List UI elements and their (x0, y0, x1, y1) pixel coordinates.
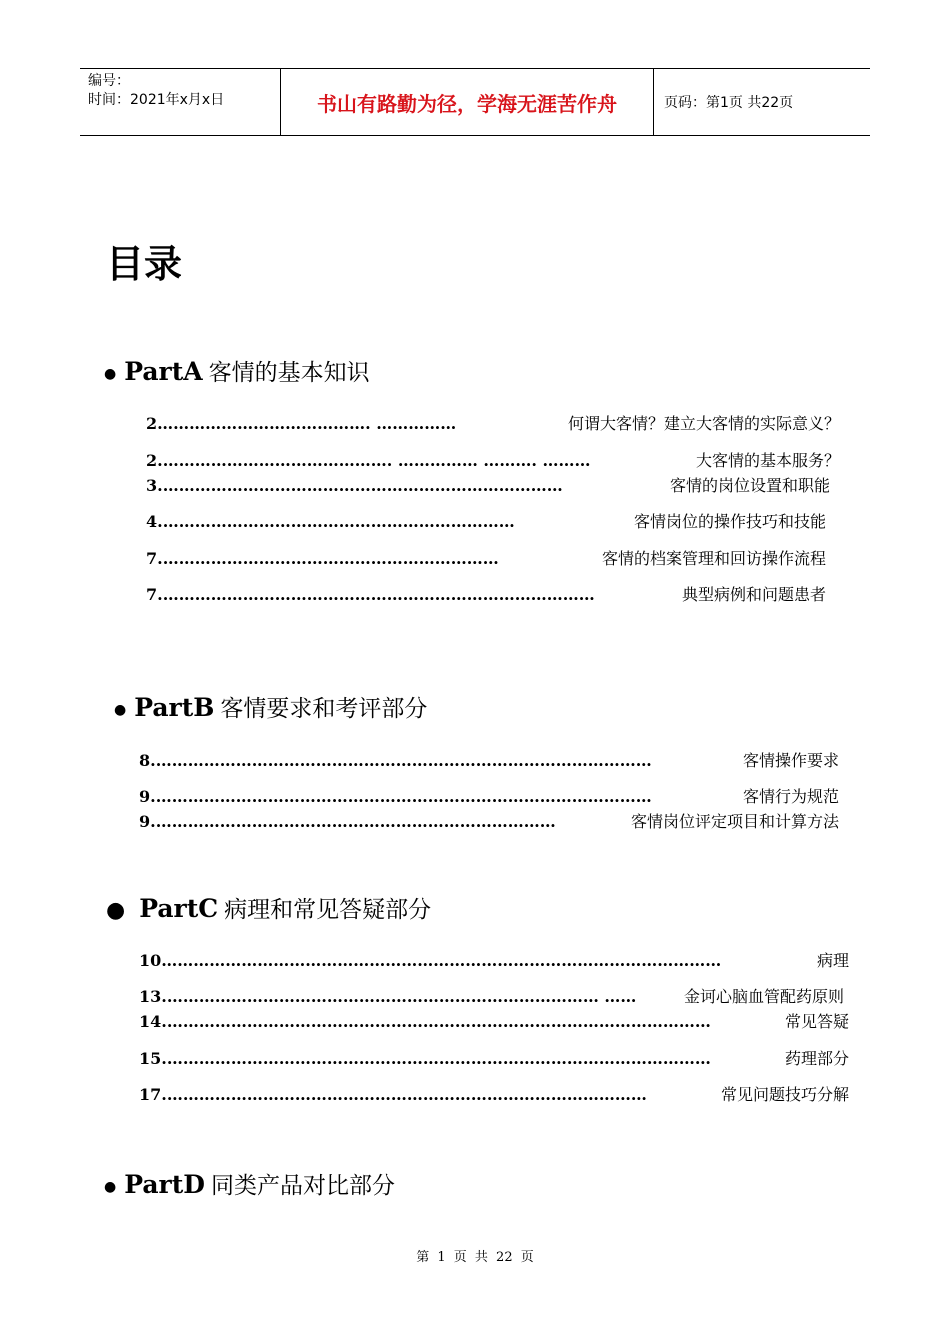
toc-entry[interactable] (139, 786, 839, 808)
toc-entry-title: 客情岗位评定项目和计算方法 (630, 812, 839, 831)
toc-page-number: 8. (139, 751, 156, 770)
toc-entry[interactable] (146, 548, 826, 570)
toc-page-number: 7. (146, 549, 163, 568)
toc-leader-dots: ……………………………………………………………………………… (166, 1085, 647, 1104)
toc-page-number: 4. (146, 512, 163, 531)
toc-entry-title: 大客情的基本服务？ (695, 451, 840, 470)
toc-page-number: 14. (139, 1012, 167, 1031)
toc-page-number: 9. (139, 812, 156, 831)
header-motto-cell (281, 69, 654, 135)
number-label: 编号： (88, 73, 130, 89)
page-title: 目录 (106, 242, 183, 286)
part-heading-a (104, 354, 370, 387)
toc-leader-dots: ……………………………………………………………………… …… (166, 987, 637, 1006)
page-info: 页码：第1页 共22页 (664, 95, 794, 111)
part-label: PartD (124, 1170, 205, 1199)
page-footer: 第 1 页 共 22 页 (416, 1250, 534, 1265)
toc-entry[interactable] (146, 450, 840, 472)
toc-page-number: 10 (139, 951, 162, 970)
time-label: 时间：2021年x月x日 (88, 92, 225, 108)
toc-entry-title: 病理 (816, 951, 849, 970)
bullet-icon: ● (104, 1179, 117, 1195)
bullet-icon: ● (106, 897, 126, 923)
toc-page-number: 13. (139, 987, 167, 1006)
toc-leader-dots: ………………………………………………………………… (155, 812, 556, 831)
toc-page-number: 7. (146, 585, 163, 604)
toc-leader-dots: ……………………………………. …………… ………. ……… (162, 451, 591, 470)
motto-text: 书山有路勤为径，学海无涯苦作舟 (317, 91, 617, 116)
toc-page-number: 15. (139, 1049, 167, 1068)
toc-entry-title: 典型病例和问题患者 (681, 585, 826, 604)
toc-entry[interactable] (139, 1011, 849, 1033)
part-label: PartC (139, 894, 219, 923)
header-left-cell (80, 69, 281, 135)
part-name: 客情的基本知识 (208, 360, 370, 386)
toc-leader-dots: ………………………………………………………………………………………… (166, 1012, 711, 1031)
toc-entry-title: 客情的档案管理和回访操作流程 (601, 549, 826, 568)
toc-page-number: 2. (146, 451, 163, 470)
toc-leader-dots: ………………………………………………………………………………… (155, 751, 652, 770)
page-header (80, 68, 870, 136)
toc-leader-dots: ……………………………………………………… (162, 549, 499, 568)
part-name: 客情要求和考评部分 (220, 696, 428, 722)
toc-entry-title: 客情的岗位设置和职能 (669, 476, 830, 495)
toc-page-number: 2 (146, 414, 158, 433)
toc-leader-dots: …………………………………. …………… (157, 414, 457, 433)
toc-entry-title: 药理部分 (784, 1049, 849, 1068)
toc-entry[interactable] (139, 950, 849, 972)
toc-entry[interactable] (146, 413, 840, 435)
toc-entry-title: 金诃心脑血管配药原则 (683, 987, 844, 1006)
part-heading-c (106, 891, 431, 924)
toc-entry[interactable] (146, 475, 830, 497)
part-heading-b (114, 690, 427, 723)
toc-entry-title: 客情岗位的操作技巧和技能 (633, 512, 826, 531)
toc-entry-title: 何谓大客情？建立大客情的实际意义？ (567, 414, 840, 433)
toc-leader-dots: ………………………………………………………………… (162, 476, 563, 495)
toc-entry[interactable] (146, 584, 826, 606)
toc-page-number: 3. (146, 476, 163, 495)
toc-entry[interactable] (139, 811, 839, 833)
toc-entry-title: 客情操作要求 (742, 751, 839, 770)
toc-page-number: 17. (139, 1085, 167, 1104)
part-name: 同类产品对比部分 (210, 1173, 395, 1199)
toc-entry[interactable] (146, 511, 826, 533)
toc-entry-title: 客情行为规范 (742, 787, 839, 806)
toc-entry[interactable] (139, 750, 839, 772)
part-label: PartB (134, 693, 215, 722)
bullet-icon: ● (114, 702, 127, 718)
part-name: 病理和常见答疑部分 (224, 897, 432, 923)
toc-page-number: 9. (139, 787, 156, 806)
toc-entry[interactable] (139, 1048, 849, 1070)
toc-entry[interactable] (139, 1084, 849, 1106)
bullet-icon: ● (104, 366, 117, 382)
toc-entry-title: 常见问题技巧分解 (720, 1085, 849, 1104)
toc-leader-dots: …………………………………………………………………………………………… (161, 951, 722, 970)
part-heading-d (104, 1167, 395, 1200)
header-page-cell (654, 69, 870, 135)
toc-leader-dots: ………………………………………………………… (162, 512, 515, 531)
toc-leader-dots: ………………………………………………………………………………………… (166, 1049, 711, 1068)
toc-leader-dots: ………………………………………………………………………………… (155, 787, 652, 806)
toc-entry-title: 常见答疑 (784, 1012, 849, 1031)
toc-leader-dots: ……………………………………………………………………… (162, 585, 595, 604)
part-label: PartA (124, 357, 203, 386)
toc-entry[interactable] (139, 986, 844, 1008)
